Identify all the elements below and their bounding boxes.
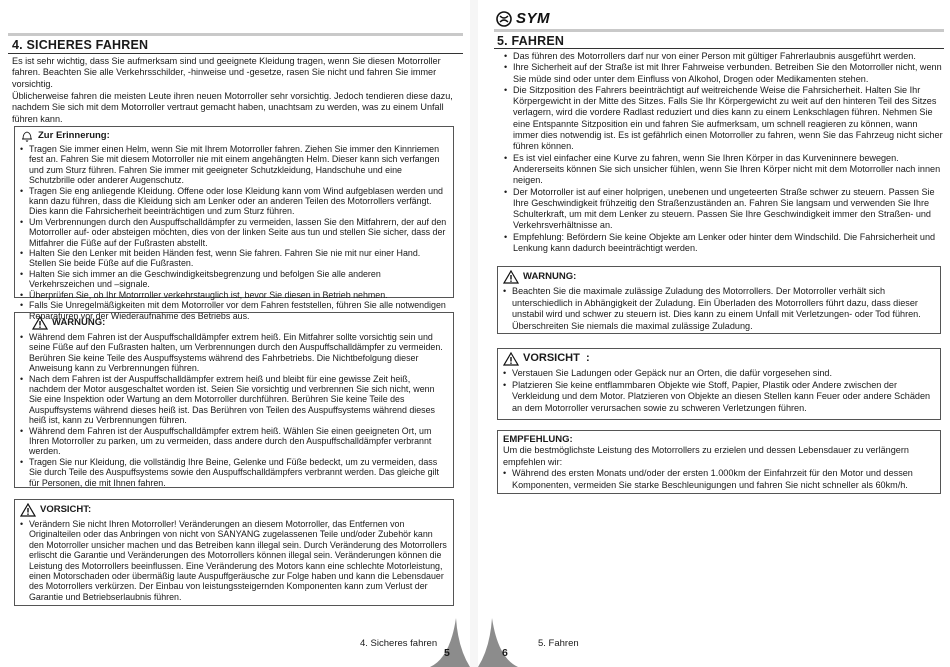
list-item: • Während dem Fahren ist der Auspuffschalldämpfer extrem heiß. Wählen Sie einen geeigneten Ort, um Ihren Motorroller zu parken, um zu vermeiden, dass andere durch den Auspuffschalldämpfer verbrannt werden. [20,426,448,457]
list-item: • Tragen Sie immer einen Helm, wenn Sie mit Ihrem Motorroller fahren. Ziehen Sie immer den Kinnriemen fest an. Fahren Sie mit diesem Motorroller nie mit einem angehängten Helm. Dieser kann sich verfangen und zum Sturz führen. Fahren Sie immer mit geeigneter Schutzkleidung, Handschuhe und eine Schutzbrille oder anderer Augenschutz. [20,144,448,186]
warning-header [503,270,935,284]
warning-triangle-icon [20,503,36,517]
list-item: • Beachten Sie die maximale zulässige Zuladung des Motorrollers. Der Motorroller verhält sich unterschiedlich in Abhängigkeit der Zuladung. Ein Überladen des Motorrollers führt dazu, dass dieser unstabil wird und schwer zu steuern ist. Dies kann zu einem Unfall mit Verletzungen- oder Tod führen. Überschreiten Sie niemals die maximal zulässige Zuladung. [503,286,935,332]
list-item: • Der Motorroller ist auf einer holprigen, unebenen und ungeteerten Straße schwer zu steuern. Passen Sie Ihre Geschwindigkeit frühzeitig den Straßenzuständen an. Fahren Sie langsam und verwenden Sie Ihre Schulterkraft, um mit dem Lenker zu steuern. Passen Sie Ihre Geschwindigkeit immer den Straßen- und Verkehrsverhältnisse an. [504,187,944,232]
warning-title: WARNUNG: [523,271,577,283]
caution-header [503,352,935,366]
list-item: • Halten Sie den Lenker mit beiden Händen fest, wenn Sie fahren. Fahren Sie nie mit nur einer Hand. Stellen Sie beide Füße auf die Fußrasten. [20,248,448,269]
chapter-top-bar [494,29,944,32]
warning-list [20,332,448,488]
intro-paragraph-1: Es ist sehr wichtig, dass Sie aufmerksam sind und geeignete Kleidung tragen, wenn Sie diesen Motorroller fahren. Beachten Sie alle Verkehrsschilder, -hinweise und -gesetze, rasen Sie nicht und fahren Sie immer vorsichtig. [12,56,441,89]
list-item: • Es ist viel einfacher eine Kurve zu fahren, wenn Sie Ihren Körper in das Kurveninnere bewegen. Andererseits können Sie sich unsicher fühlen, wenn Sie Ihren Körper nicht mit dem Motorroller nach innen neigen. [504,153,944,187]
page-number: 5 [444,647,450,659]
list-item: • Tragen Sie nur Kleidung, die vollständig Ihre Beine, Gelenke und Füße bedeckt, um zu vermeiden, dass Sie durch Teile des Auspuffsystems sowie den Auspuffschalldämpfers verbrannt werden. Das gleiche gilt für Personen, die mit Ihnen fahren. [20,457,448,488]
list-item: • Verändern Sie nicht Ihren Motorroller! Veränderungen an diesem Motorroller, das Entfernen von Originalteilen oder das Anbringen von nicht von SANYANG zugelassenen Teile und/oder Zubehör kann den Motorroller unsicher machen und das Betreiben kann illegal sein. Durch Veränderung des Motorrollers erlischt die Garantie und Veränderungen des Motorrollers können illegal sein. Veränderungen können die Leistung des Motorrollers beeinflussen. Eine Veränderung des Motors kann eine schlechte Motorleistung, einen Motorschaden oder übermäßig laute Auspuffgeräusche zur Folge haben und kann die Lebensdauer des Motorrollers verkürzen. Der Einbau von leistungssteigernden Komponenten kann zum Verlust der Garantie und Betriebserlaubnis führen. [20,519,448,602]
reminder-header [20,130,448,142]
page-number: 6 [502,647,508,659]
page-corner-tab [478,618,528,667]
brand-logo [496,10,550,28]
chapter-underline [8,53,463,54]
list-item: • Falls Sie Unregelmäßigkeiten mit dem Motorroller vor dem Fahren feststellen, führen Sie alle notwendigen Reparaturen vor der Wiederaufnahme des Betriebs aus. [20,300,448,321]
list-item: • Während des ersten Monats und/oder der ersten 1.000km der Einfahrzeit für den Motor und dessen Komponenten, vermeiden Sie starke Beschleunigungen und fahren Sie nicht schneller als 60km/h. [503,468,935,491]
warning-box [14,312,454,488]
warning-box [497,266,941,334]
warning-triangle-icon [503,352,519,366]
warning-header [32,316,448,330]
warning-triangle-icon [32,316,48,330]
list-item: • Das führen des Motorrollers darf nur von einer Person mit gültiger Fahrerlaubnis ausgeführt werden. [504,51,944,62]
list-item: • Ihre Sicherheit auf der Straße ist mit Ihrer Fahrweise verbunden. Betreiben Sie den Motorroller nicht, wenn Sie müde sind oder unter dem Einfluss von Alkohol, Drogen oder Medikamenten stehen. [504,62,944,85]
chapter-title: 5. FAHREN [497,34,565,48]
chapter-top-bar [8,33,463,36]
list-item: • Tragen Sie eng anliegende Kleidung. Offene oder lose Kleidung kann vom Wind aufgeblasen werden und kann dazu führen, dass die Kleidung sich am Lenker oder an anderen Teilen des Motorrollers verfängt. Dies kann die Fahrsicherheit beeinträchtigen und zum Sturz führen. [20,186,448,217]
caution-box [497,348,941,420]
chapter-title: 4. SICHERES FAHREN [12,38,149,52]
recommendation-box [497,430,941,494]
list-item: • Platzieren Sie keine entflammbaren Objekte wie Stoff, Papier, Plastik oder Andere zwischen der Verkleidung und dem Motor. Platzieren von Objekte an diesen Stellen kann Feuer oder andere Schäden an dem Motorroller verursachen sowie zu schweren Verletzungen führen. [503,380,935,415]
caution-title: VORSICHT: [40,504,92,516]
bell-icon [20,130,34,142]
list-item: • Halten Sie sich immer an die Geschwindigkeitsbegrenzung und befolgen Sie alle anderen Verkehrszeichen und –signale. [20,269,448,290]
caution-title: VORSICHT : [523,352,590,365]
caution-list [20,519,448,602]
page-gutter [470,0,478,667]
list-item: • Nach dem Fahren ist der Auspuffschalldämpfer extrem heiß und bleibt für eine gewisse Zeit heiß, nachdem der Motor ausgeschaltet worden ist. Seien Sie vorsichtig und verbrennen Sie sich nicht, wenn Sie eine Inspektion oder Wartung an dem Motorroller durchführen. Berühren Sie keine Teile des Auspuffsystems während dieses heiß ist. Das Berühren von Teilen des Auspuffsystems während dieses heiß ist, kann zu Verbrennungen führen. [20,374,448,426]
reminder-list [20,144,448,321]
list-item: • Um Verbrennungen durch den Auspuffschalldämpfer zu vermeiden, lassen Sie den Mitfahrern, der auf den Motorroller auf- oder absteigen möchten, dies von der linken Seite aus tun und stellen Sie sicher, dass der Mitfahrer die Füße auf der Fußrasten abstellt. [20,217,448,248]
list-item: • Verstauen Sie Ladungen oder Gepäck nur an Orten, die dafür vorgesehen sind. [503,368,935,380]
brand-name: SYM [516,10,551,27]
list-item: • Die Sitzposition des Fahrers beeinträchtigt auf weitreichende Weise die Fahrsicherheit. Halten Sie Ihr Körpergewicht in der Mitte des Sitzes. Falls Sie Ihr Körpergewicht zu weit auf den hinteren Teil des Sitzes verlagern, wird die vordere Radlast reduziert und dies kann zu einem Lenkschlagen führen. Nehmen Sie eine Entspannte Sitzposition ein und fahren Sie aufmerksam, um schnell reagieren zu können, wann immer dies notwendig ist. Es ist gefährlich einen Motorroller zu fahren, wenn Sie das Fahrzeug nicht sicher führen können. [504,85,944,153]
recommendation-text: Um die bestmöglichste Leistung des Motorrollers zu erzielen und dessen Lebensdauer zu verlängern empfehlen wir: [503,445,909,467]
list-item: • Empfehlung: Befördern Sie keine Objekte am Lenker oder hinter dem Windschild. Die Fahrsicherheit und Lenkung kann dadurch beeinträchtigt werden. [504,232,944,255]
caution-box [14,499,454,606]
footer-section-label: 5. Fahren [538,638,579,649]
driving-rules-list [504,51,944,254]
caution-list [503,368,935,414]
reminder-title: Zur Erinnerung: [38,130,110,142]
right-page [478,0,950,667]
reminder-box [14,126,454,321]
caution-header [20,503,448,517]
intro-paragraph-2: Üblicherweise fahren die meisten Leute ihren neuen Motorroller sehr vorsichtig. Jedoch tendieren diese dazu, nachdem Sie sich mit dem Motorroller vertraut gemacht haben, unachtsam zu werden, was zu einem Unfall führen kann. [12,91,453,124]
left-page [0,0,470,667]
list-item: • Während dem Fahren ist der Auspuffschalldämpfer extrem heiß. Ein Mitfahrer sollte vorsichtig sein und seine Füße auf den Fußrasten halten, um Verbrennungen durch den Auspuffschalldämpfer zu vermeiden. Berühren Sie keine Teile des Auspuffsystems während des Fahrbetriebs. Die Nichtbefolgung dieser Anweisung kann zu Verbrennungen führen. [20,332,448,374]
recommendation-list [503,468,935,491]
chapter-underline [494,48,944,49]
recommendation-title: EMPFEHLUNG: [503,434,573,445]
warning-title: WARNUNG: [52,317,106,329]
list-item: • Überprüfen Sie, ob Ihr Motorroller verkehrstauglich ist, bevor Sie diesen in Betrieb nehmen. [20,290,448,300]
warning-triangle-icon [503,270,519,284]
sym-logo-icon [496,11,512,27]
warning-list [503,286,935,332]
footer-section-label: 4. Sicheres fahren [360,638,438,649]
